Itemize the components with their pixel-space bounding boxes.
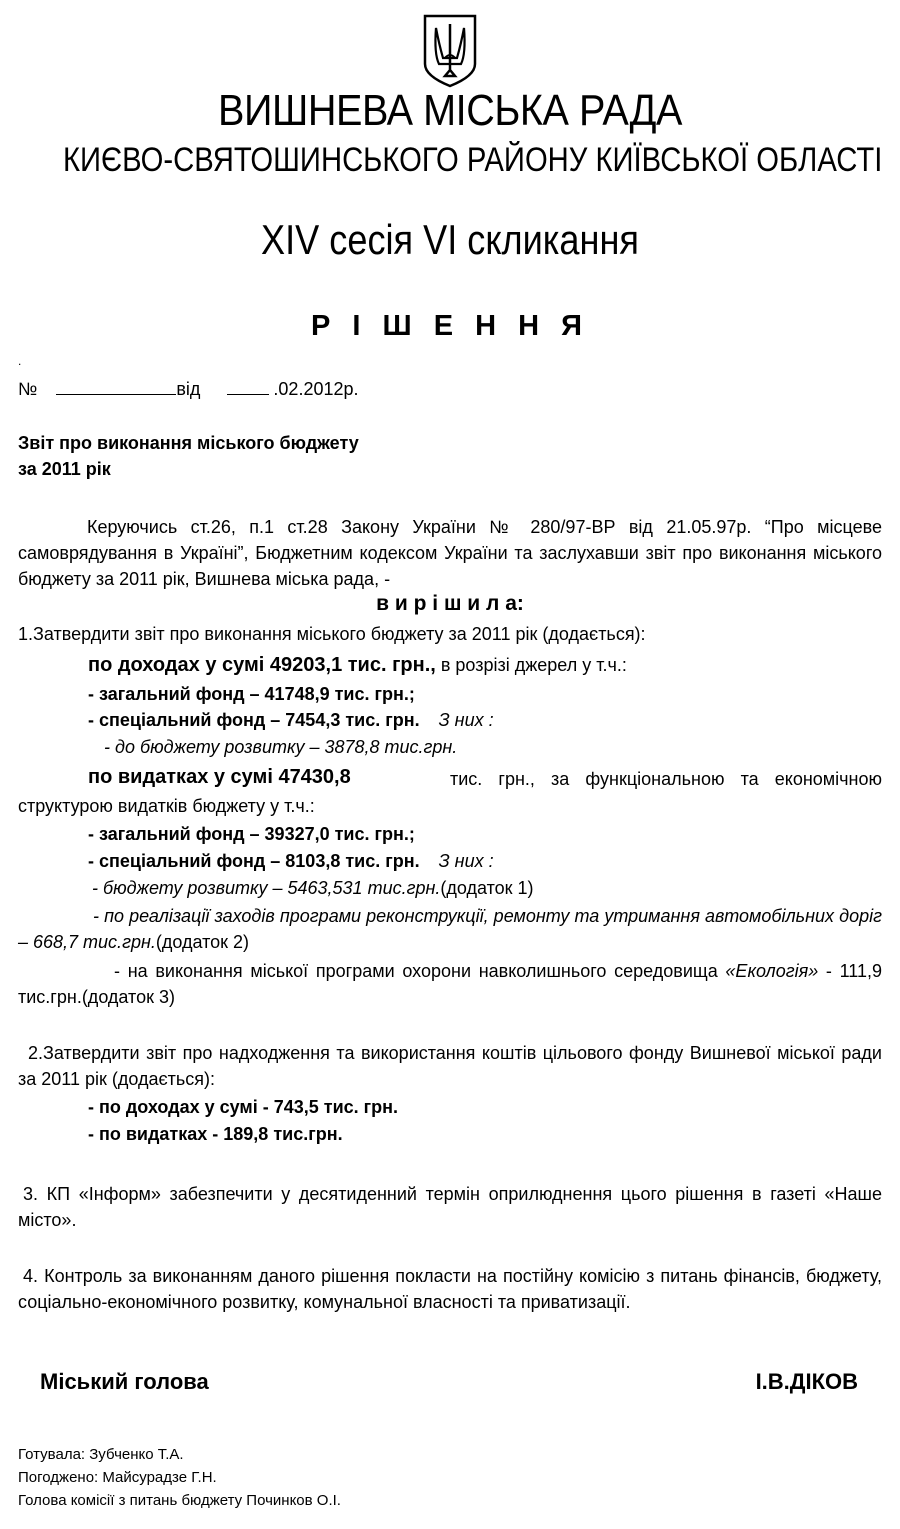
item2-expense: - по видатках - 189,8 тис.грн.: [88, 1124, 343, 1144]
session-title: XIV сесія VI скликання: [261, 216, 639, 263]
item2-text: 2.Затвердити звіт про надходження та використання коштів цільового фонду Вишневої міської ради за 2011 рік (додається):: [18, 1043, 882, 1089]
expense-total: по видатках у сумі 47430,8: [88, 766, 351, 788]
ecology-program: [18, 958, 882, 1010]
decided-heading: в и р і ш и л а:: [376, 592, 524, 615]
income-special-fund: - спеціальний фонд – 7454,3 тис. грн.: [88, 710, 420, 730]
stray-dot: .: [18, 354, 22, 368]
ecology-start: - на виконання міської програми охорони навколишнього середовища: [114, 961, 726, 981]
expense-special-fund: - спеціальний фонд – 8103,8 тис. грн.: [88, 851, 420, 871]
income-total: по доходах у сумі 49203,1 тис. грн.,: [88, 654, 436, 676]
subject-line-2: за 2011 рік: [18, 459, 111, 479]
prepared-by: Готувала: Зубченко Т.А.: [18, 1446, 184, 1463]
expense-development-budget: - бюджету розвитку – 5463,531 тис.грн.: [92, 878, 441, 898]
income-rest: в розрізі джерел у т.ч.:: [435, 655, 627, 675]
subject-line-1: Звіт про виконання міського бюджету: [18, 433, 359, 453]
appendix-2: (додаток 2): [155, 932, 250, 952]
expense-special-line: [88, 848, 494, 874]
income-general-fund: - загальний фонд – 41748,9 тис. грн.;: [88, 684, 415, 704]
number-blank: [56, 376, 176, 395]
coat-of-arms-icon: [421, 14, 479, 88]
expense-structure: структурою видатків бюджету у т.ч.:: [18, 796, 315, 816]
item2-income: - по доходах у сумі - 743,5 тис. грн.: [88, 1097, 399, 1117]
roads-program-text: - по реалізації заходів програми реконструкції, ремонту та утримання автомобільних доріг – 668,7 тис.грн.: [18, 906, 882, 952]
income-special-line: [88, 707, 494, 733]
income-line: [88, 652, 627, 678]
expense-special-note: З них :: [438, 851, 494, 871]
expense-general-fund: - загальний фонд – 39327,0 тис. грн.;: [88, 824, 415, 844]
expense-rest: тис. грн., за функціональною та економічною: [450, 769, 882, 789]
day-blank: [227, 376, 269, 395]
number-label: №: [18, 379, 38, 399]
signature-name: І.В.ДІКОВ: [755, 1369, 858, 1394]
item3-text: 3. КП «Інформ» забезпечити у десятиденний термін оприлюднення цього рішення в газеті «Наше місто».: [18, 1184, 882, 1230]
number-line: [18, 376, 359, 402]
commission-head: Голова комісії з питань бюджету Починков О.І.: [18, 1492, 341, 1509]
income-special-note: З них :: [438, 710, 494, 730]
roads-program: [18, 903, 882, 955]
item4-text: 4. Контроль за виконанням даного рішення покласти на постійну комісію з питань фінансів, бюджету, соціально-економічного розвитку, комунальної власності та приватизації.: [18, 1266, 882, 1312]
signature-title: Міський голова: [40, 1369, 209, 1394]
expense-line: [88, 764, 351, 790]
document-type: Р І Ш Е Н Н Я: [311, 310, 589, 342]
from-label: від: [176, 379, 201, 399]
item1-intro: 1.Затвердити звіт про виконання міського бюджету за 2011 рік (додається):: [18, 624, 646, 644]
ecology-end: - 111,9 тис.грн.(додаток 3): [18, 961, 882, 1007]
council-title: ВИШНЕВА МІСЬКА РАДА: [218, 86, 682, 135]
preamble: Керуючись ст.26, п.1 ст.28 Закону України № 280/97-ВР від 21.05.97р. “Про місцеве самоврядування в Україні”, Бюджетним кодексом України та заслухавши звіт про виконання міського бюджету за 2011 рік, Вишнева міська рада, -: [18, 517, 882, 589]
district-title: КИЄВО-СВЯТОШИНСЬКОГО РАЙОНУ КИЇВСЬКОЇ ОБЛАСТІ: [63, 141, 883, 179]
income-development-budget: - до бюджету розвитку – 3878,8 тис.грн.: [104, 737, 458, 757]
ecology-name: «Екологія»: [725, 961, 819, 981]
expense-development-line: [92, 875, 534, 901]
appendix-1: (додаток 1): [440, 878, 534, 898]
agreed-by: Погоджено: Майсурадзе Г.Н.: [18, 1469, 217, 1486]
date-text: .02.2012р.: [273, 379, 359, 399]
